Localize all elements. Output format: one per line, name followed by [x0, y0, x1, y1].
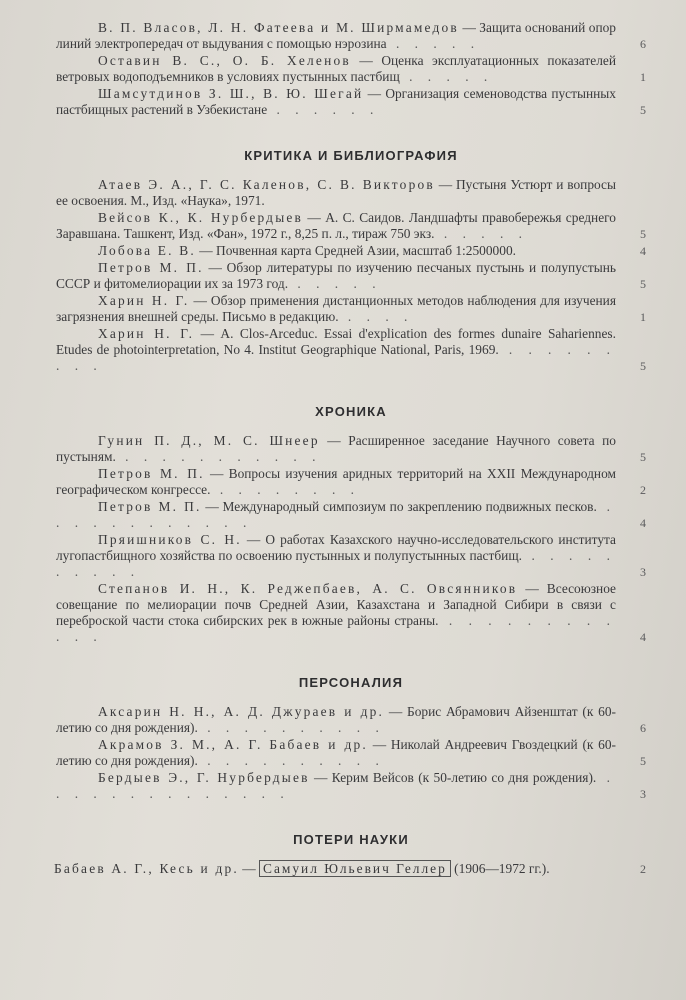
dot-leader: . . . . . . . .: [210, 482, 361, 497]
dot-leader: . . . . . .: [267, 102, 380, 117]
toc-entry: [56, 737, 646, 769]
page-number: 5: [640, 359, 646, 373]
section-heading: ПОТЕРИ НАУКИ: [293, 832, 409, 847]
dot-leader: . . . . .: [288, 276, 382, 291]
page-number: 5: [640, 277, 646, 291]
entry-title: — Обзор применения дистанционных методов наблюдения для изучения загрязнения внешней среды. Письмо в редакцию.: [56, 293, 617, 324]
page-number: 5: [640, 227, 646, 241]
toc-entry: [56, 326, 646, 374]
entry-title: — Оценка эксплуатационных показателей ветровых водоподъемников в условиях пустынных пастбищ: [56, 53, 616, 84]
section-heading: ПЕРСОНАЛИЯ: [298, 675, 404, 690]
toc-entry: [56, 532, 646, 580]
toc-entry: [56, 466, 646, 498]
entry-author: Пряишников С. Н.: [98, 532, 242, 547]
toc-entry: [56, 293, 646, 325]
entry-author: Бердыев Э., Г. Нурбердыев: [98, 770, 310, 785]
toc-entry: [56, 86, 646, 118]
entry-title: — Защита оснований опор линий электропередач от выдувания с помощью нэрозина: [56, 20, 617, 51]
entry-dash: —: [238, 861, 260, 876]
dot-leader: . . . . . . . . . . . .: [56, 613, 616, 644]
entry-author: Атаев Э. А., Г. С. Каленов, С. В. Викторов: [98, 177, 435, 192]
entry-title: — Обзор литературы по изучению песчаных пустынь и полупустынь СССР и фитомелиорации их за 1973 год.: [56, 260, 616, 291]
entry-author: Лобова Е. В.: [98, 243, 196, 258]
toc-entry: [56, 210, 646, 242]
dot-leader: . . . . .: [434, 226, 529, 241]
entry-title: — Николай Андреевич Гвоздецкий (к 60-летию со дня рождения).: [56, 737, 616, 768]
entry-title: — A. Clos-Arceduc. Essai d'explication des formes dunaire Sahariennes. Etudes de photointerpretation, No 4. Institut Geographique National, Paris, 1969.: [56, 326, 616, 357]
page-number: 4: [640, 630, 646, 644]
entry-title: — Керим Вейсов (к 50-летию со дня рождения).: [309, 770, 597, 785]
entry-title: (1906—1972 гг.).: [450, 861, 550, 876]
dot-leader: . . . . .: [399, 69, 494, 84]
toc-entry: [56, 770, 646, 802]
entry-author: Вейсов К., К. Нурбердыев: [98, 210, 304, 225]
page-number: 3: [640, 565, 646, 579]
toc-section: [56, 675, 646, 802]
entry-author: Акрамов З. М., А. Г. Бабаев и др.: [98, 737, 368, 752]
page-number: 5: [640, 450, 646, 464]
entry-author: Бабаев А. Г., Кесь и др.: [54, 861, 239, 876]
page-number: 4: [640, 244, 646, 258]
entry-author: Харин Н. Г.: [98, 293, 190, 308]
entry-author: Аксарин Н. Н., А. Д. Джураев и др.: [98, 704, 385, 719]
entry-author: Гунин П. Д., М. С. Шнеер: [98, 433, 320, 448]
boxed-name: Самуил Юльевич Геллер: [259, 860, 451, 877]
page-number: 4: [640, 516, 646, 530]
dot-leader: . . . .: [338, 309, 414, 324]
entry-title: — А. С. Саидов. Ландшафты правобережья среднего Заравшана. Ташкент, Изд. «Фан», 1972 г., 8,25 п. л., тираж 750 экз.: [56, 210, 616, 241]
page-number: 3: [640, 787, 646, 801]
section-heading: КРИТИКА И БИБЛИОГРАФИЯ: [244, 148, 458, 163]
dot-leader: . . . . .: [386, 36, 481, 51]
entry-title: — Вопросы изучения аридных территорий на XXII Международном географическом конгрессе.: [56, 466, 617, 497]
entry-author: Петров М. П.: [98, 499, 202, 514]
entry-author: Оставин В. С., О. Б. Хеленов: [98, 53, 351, 68]
entry-title: — Расширенное заседание Научного совета по пустыням.: [56, 433, 616, 464]
dot-leader: . . . . . . . . .: [56, 342, 616, 373]
entry-title: — Всесоюзное совещание по мелиорации почв Средней Азии, Казахстана и Западной Сибири в связи с переброской части стока сибирских рек в южные районы страны.: [56, 581, 616, 628]
toc-entry: [56, 53, 646, 85]
toc-entry: [56, 20, 646, 52]
toc-section: [56, 20, 646, 118]
toc-entry: [56, 433, 646, 465]
page-number: 6: [640, 721, 646, 735]
toc-entry: [56, 177, 646, 209]
entry-author: В. П. Власов, Л. Н. Фатеева и М. Ширмамедов: [98, 20, 459, 35]
entry-title: — Организация семеноводства пустынных пастбищных растений в Узбекистане: [56, 86, 616, 117]
entry-author: Петров М. П.: [98, 466, 205, 481]
entry-author: Степанов И. Н., К. Реджепбаев, А. С. Овсянников: [98, 581, 518, 596]
toc-entry: [56, 704, 646, 736]
page-number: 2: [640, 862, 646, 876]
toc-entry: [56, 243, 646, 259]
dot-leader: . . . . . . . . . .: [197, 720, 385, 735]
dot-leader: . . . . . . . . . .: [197, 753, 385, 768]
toc-entry: [56, 581, 646, 645]
entry-author: Шамсутдинов З. Ш., В. Ю. Шегай: [98, 86, 364, 101]
entry-author: Петров М. П.: [98, 260, 204, 275]
dot-leader: . . . . . . . . . .: [56, 548, 616, 579]
toc-section: [56, 148, 646, 374]
entry-title: — Почвенная карта Средней Азии, масштаб 1:2500000.: [195, 243, 516, 258]
page-number: 1: [640, 310, 646, 324]
dot-leader: . . . . . . . . . . . .: [56, 499, 616, 530]
dot-leader: . . . . . . . . . . . . . .: [56, 770, 616, 801]
entry-title: — Борис Абрамович Айзенштат (к 60-летию со дня рождения).: [56, 704, 616, 735]
entry-title: — Пустыня Устюрт и вопросы ее освоения. М., Изд. «Наука», 1971.: [56, 177, 616, 208]
page-number: 5: [640, 754, 646, 768]
page-number: 1: [640, 70, 646, 84]
toc-section: [56, 404, 646, 645]
page-number: 6: [640, 37, 646, 51]
toc-entry-final: [54, 861, 646, 877]
page-number: 5: [640, 103, 646, 117]
toc-section: [56, 832, 646, 847]
section-heading: ХРОНИКА: [315, 404, 387, 419]
dot-leader: . . . . . . . . . . .: [115, 449, 322, 464]
toc-entry: [56, 499, 646, 531]
entry-author: Харин Н. Г.: [98, 326, 195, 341]
entry-title: — О работах Казахского научно-исследовательского института лугопастбищного хозяйства по освоению пустынных и полупустынных пастбищ.: [56, 532, 616, 563]
entry-title: — Международный симпозиум по закреплению подвижных песков.: [201, 499, 597, 514]
page-number: 2: [640, 483, 646, 497]
toc-entry: [56, 260, 646, 292]
